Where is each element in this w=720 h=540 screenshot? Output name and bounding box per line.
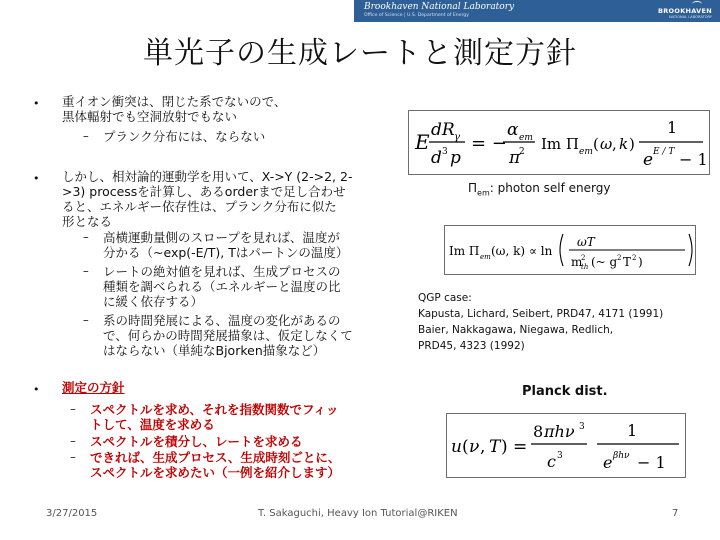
svg-text:π: π (509, 148, 521, 168)
bullet-3-sub-3-line-1: できれば、生成プロセス、生成時刻ごとに、 (90, 450, 341, 465)
slide-title: 単光子の生成レートと測定方針 (143, 36, 577, 71)
svg-text:): ) (638, 255, 643, 269)
planck-label: Planck dist. (522, 384, 608, 399)
svg-text:th: th (581, 263, 589, 271)
svg-text:(~ g: (~ g (591, 255, 618, 269)
svg-text:2: 2 (617, 254, 622, 262)
dash-icon: – (70, 402, 76, 416)
svg-text:em: em (579, 147, 593, 157)
pi-subscript: em (477, 188, 490, 198)
svg-text:1: 1 (627, 421, 638, 440)
svg-text:e: e (643, 150, 654, 170)
bullet-2-sub-2-line-2: 種類を調べられる（エネルギーと温度の比 (103, 279, 341, 294)
planck-equation-box (446, 413, 686, 478)
svg-text:(ω, k) ∝ ln: (ω, k) ∝ ln (491, 244, 553, 258)
svg-text:u: u (451, 437, 462, 457)
svg-text:dR: dR (431, 120, 455, 140)
svg-text:3: 3 (579, 422, 585, 432)
svg-text:T: T (489, 437, 501, 457)
svg-text:ωT: ωT (577, 235, 595, 249)
rate-equation-box (408, 110, 710, 175)
pi-symbol: Π (468, 181, 478, 195)
dash-icon: – (83, 230, 89, 244)
svg-text:(: ( (462, 437, 469, 457)
brookhaven-logo-sub: NATIONAL LABORATORY (668, 15, 712, 19)
svg-text:3: 3 (557, 451, 563, 461)
bullet-2-line-3: ると、エネルギー依存性は、プランク分布に似た (62, 199, 337, 214)
bullet-2-sub-2-line-1: レートの絶対値を見れば、生成プロセスの (103, 264, 341, 279)
svg-text:1: 1 (667, 118, 678, 137)
svg-text:ν: ν (469, 437, 480, 457)
im-pi-equation-box (444, 225, 696, 275)
bullet-3-sub-1-line-2: トして、温度を求める (90, 417, 215, 432)
rate-equation-image (409, 111, 709, 174)
lab-name: Brookhaven National Laboratory (364, 2, 515, 12)
lab-subtitle: Office of Science | U.S. Department of Energy (364, 13, 469, 18)
svg-text:πhν: πhν (544, 422, 575, 441)
svg-text:2: 2 (519, 147, 525, 157)
qgp-line-2: Kapusta, Lichard, Seibert, PRD47, 4171 (1991) (418, 308, 664, 320)
im-pi-equation-image (445, 226, 695, 274)
svg-text:k: k (619, 135, 629, 153)
svg-text:ω: ω (600, 135, 613, 153)
svg-text:c: c (547, 452, 556, 471)
svg-text:,: , (480, 437, 486, 457)
bullet-2-sub-3-line-3: はならない（単純なBjorken描象など） (103, 343, 326, 358)
svg-text:E: E (415, 130, 430, 154)
svg-text:2: 2 (632, 254, 637, 262)
svg-text:E / T: E / T (653, 147, 675, 157)
svg-text:p: p (450, 148, 461, 168)
planck-equation-image (447, 414, 685, 477)
svg-text:3: 3 (442, 147, 448, 157)
bullet-3-sub-1-line-1: スペクトルを求め、それを指数関数でフィッ (90, 402, 339, 417)
page-number: 7 (672, 508, 679, 519)
bullet-2-line-4: 形となる (62, 214, 113, 229)
svg-text:= −: = − (471, 133, 507, 154)
svg-text:βhν: βhν (613, 451, 630, 461)
svg-text:e: e (603, 453, 613, 472)
svg-text:− 1: − 1 (637, 453, 666, 472)
svg-text:2: 2 (581, 254, 586, 262)
dash-icon: – (70, 450, 76, 464)
svg-text:d: d (431, 148, 442, 168)
svg-text:T: T (623, 255, 632, 269)
bullet-1-sub-1: プランク分布には、ならない (103, 129, 266, 144)
bullet-1-line-1: 重イオン衝突は、閉じた系でないので、 (62, 94, 287, 109)
bullet-3-sub-2-line-1: スペクトルを積分し、レートを求める (90, 434, 303, 449)
bullet-2-sub-2-line-3: に緩く依存する） (103, 294, 204, 309)
self-energy-text: : photon self energy (489, 181, 611, 195)
svg-text:γ: γ (454, 132, 460, 143)
svg-text:m: m (571, 255, 583, 269)
bullet-1-line-2: 黒体輻射でも空洞放射でもない (62, 109, 238, 124)
qgp-line-4: PRD45, 4323 (1992) (418, 340, 525, 352)
svg-text:Im Π: Im Π (449, 244, 480, 258)
svg-text:Im Π: Im Π (541, 135, 579, 153)
bullet-icon: • (33, 172, 40, 185)
qgp-line-1: QGP case: (418, 292, 472, 304)
svg-text:) =: ) = (501, 437, 528, 457)
bullet-3-sub-3-line-2: スペクトルを求めたい（一例を紹介します） (90, 465, 341, 480)
bullet-2-sub-1-line-1: 高横運動量側のスロープを見れば、温度が (103, 230, 340, 245)
header-banner (354, 0, 720, 22)
svg-text:(: ( (593, 135, 599, 153)
brookhaven-logo: BROOKHAVEN (658, 7, 712, 15)
dash-icon: – (83, 129, 89, 143)
svg-text:8: 8 (533, 422, 544, 441)
svg-text:): ) (629, 135, 635, 153)
svg-text:em: em (480, 253, 491, 261)
bullet-2-line-1: しかし、相対論的運動学を用いて、X->Y (2->2, 2- (62, 169, 353, 184)
svg-text:− 1: − 1 (679, 150, 708, 169)
bullet-2-sub-3-line-2: で、何らかの時間発展描象は、仮定しなくて (103, 328, 353, 343)
dash-icon: – (83, 313, 89, 327)
bullet-3-heading: 測定の方針 (62, 380, 125, 395)
footer-date: 3/27/2015 (46, 508, 98, 519)
svg-text:α: α (507, 120, 519, 140)
svg-text:em: em (519, 133, 533, 143)
bullet-2-line-2: >3) processを計算し、あるorderまで足し合わせ (62, 184, 346, 199)
bullet-icon: • (33, 383, 40, 396)
qgp-line-3: Baier, Nakkagawa, Niegawa, Redlich, (418, 324, 614, 336)
dash-icon: – (83, 264, 89, 278)
svg-text:,: , (612, 135, 617, 153)
footer-author: T. Sakaguchi, Heavy Ion Tutorial@RIKEN (258, 508, 458, 519)
dash-icon: – (70, 434, 76, 448)
bullet-2-sub-1-line-2: 分かる（~exp(-E/T), Tはパートンの温度） (103, 245, 349, 260)
self-energy-label (468, 181, 610, 201)
bullet-icon: • (33, 97, 40, 110)
bullet-2-sub-3-line-1: 系の時間発展による、温度の変化があるの (103, 313, 341, 328)
